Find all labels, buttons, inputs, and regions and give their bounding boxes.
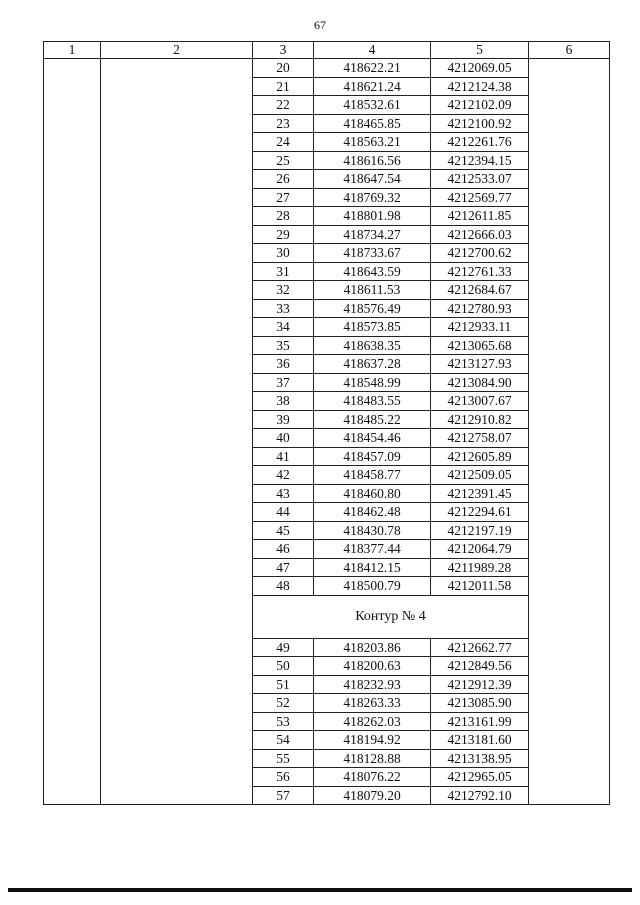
x-coordinate-cell: 418232.93 bbox=[314, 675, 431, 694]
point-number-cell: 54 bbox=[253, 731, 314, 750]
x-coordinate-cell: 418485.22 bbox=[314, 410, 431, 429]
y-coordinate-cell: 4212102.09 bbox=[431, 96, 529, 115]
header-cell-6: 6 bbox=[529, 42, 610, 59]
y-coordinate-cell: 4213084.90 bbox=[431, 373, 529, 392]
x-coordinate-cell: 418611.53 bbox=[314, 281, 431, 300]
point-number-cell: 36 bbox=[253, 355, 314, 374]
x-coordinate-cell: 418454.46 bbox=[314, 429, 431, 448]
y-coordinate-cell: 4212605.89 bbox=[431, 447, 529, 466]
point-number-cell: 35 bbox=[253, 336, 314, 355]
point-number-cell: 44 bbox=[253, 503, 314, 522]
point-number-cell: 34 bbox=[253, 318, 314, 337]
y-coordinate-cell: 4212197.19 bbox=[431, 521, 529, 540]
y-coordinate-cell: 4212261.76 bbox=[431, 133, 529, 152]
point-number-cell: 57 bbox=[253, 786, 314, 805]
point-number-cell: 27 bbox=[253, 188, 314, 207]
point-number-cell: 48 bbox=[253, 577, 314, 596]
x-coordinate-cell: 418462.48 bbox=[314, 503, 431, 522]
contour-label: Контур № 4 bbox=[253, 595, 529, 638]
header-cell-3: 3 bbox=[253, 42, 314, 59]
x-coordinate-cell: 418412.15 bbox=[314, 558, 431, 577]
y-coordinate-cell: 4212933.11 bbox=[431, 318, 529, 337]
x-coordinate-cell: 418128.88 bbox=[314, 749, 431, 768]
x-coordinate-cell: 418483.55 bbox=[314, 392, 431, 411]
y-coordinate-cell: 4212124.38 bbox=[431, 77, 529, 96]
y-coordinate-cell: 4212912.39 bbox=[431, 675, 529, 694]
point-number-cell: 56 bbox=[253, 768, 314, 787]
point-number-cell: 52 bbox=[253, 694, 314, 713]
x-coordinate-cell: 418643.59 bbox=[314, 262, 431, 281]
y-coordinate-cell: 4212666.03 bbox=[431, 225, 529, 244]
point-number-cell: 51 bbox=[253, 675, 314, 694]
y-coordinate-cell: 4212294.61 bbox=[431, 503, 529, 522]
x-coordinate-cell: 418457.09 bbox=[314, 447, 431, 466]
y-coordinate-cell: 4213085.90 bbox=[431, 694, 529, 713]
table-body bbox=[44, 42, 610, 805]
x-coordinate-cell: 418200.63 bbox=[314, 657, 431, 676]
page-number: 67 bbox=[314, 18, 326, 32]
y-coordinate-cell: 4212761.33 bbox=[431, 262, 529, 281]
point-number-cell: 45 bbox=[253, 521, 314, 540]
x-coordinate-cell: 418548.99 bbox=[314, 373, 431, 392]
x-coordinate-cell: 418532.61 bbox=[314, 96, 431, 115]
x-coordinate-cell: 418194.92 bbox=[314, 731, 431, 750]
y-coordinate-cell: 4212611.85 bbox=[431, 207, 529, 226]
point-number-cell: 37 bbox=[253, 373, 314, 392]
point-number-cell: 29 bbox=[253, 225, 314, 244]
y-coordinate-cell: 4212391.45 bbox=[431, 484, 529, 503]
y-coordinate-cell: 4212792.10 bbox=[431, 786, 529, 805]
x-coordinate-cell: 418500.79 bbox=[314, 577, 431, 596]
y-coordinate-cell: 4212662.77 bbox=[431, 638, 529, 657]
point-number-cell: 23 bbox=[253, 114, 314, 133]
y-coordinate-cell: 4213181.60 bbox=[431, 731, 529, 750]
x-coordinate-cell: 418263.33 bbox=[314, 694, 431, 713]
y-coordinate-cell: 4213161.99 bbox=[431, 712, 529, 731]
y-coordinate-cell: 4213127.93 bbox=[431, 355, 529, 374]
x-coordinate-cell: 418430.78 bbox=[314, 521, 431, 540]
column-1-blank bbox=[44, 59, 101, 805]
point-number-cell: 22 bbox=[253, 96, 314, 115]
x-coordinate-cell: 418079.20 bbox=[314, 786, 431, 805]
point-number-cell: 20 bbox=[253, 59, 314, 78]
y-coordinate-cell: 4213007.67 bbox=[431, 392, 529, 411]
y-coordinate-cell: 4212758.07 bbox=[431, 429, 529, 448]
header-row bbox=[44, 42, 610, 59]
point-number-cell: 40 bbox=[253, 429, 314, 448]
point-number-cell: 38 bbox=[253, 392, 314, 411]
x-coordinate-cell: 418734.27 bbox=[314, 225, 431, 244]
y-coordinate-cell: 4212910.82 bbox=[431, 410, 529, 429]
y-coordinate-cell: 4212569.77 bbox=[431, 188, 529, 207]
x-coordinate-cell: 418576.49 bbox=[314, 299, 431, 318]
header-cell-4: 4 bbox=[314, 42, 431, 59]
y-coordinate-cell: 4212700.62 bbox=[431, 244, 529, 263]
point-number-cell: 30 bbox=[253, 244, 314, 263]
point-number-cell: 50 bbox=[253, 657, 314, 676]
y-coordinate-cell: 4212965.05 bbox=[431, 768, 529, 787]
x-coordinate-cell: 418460.80 bbox=[314, 484, 431, 503]
y-coordinate-cell: 4212100.92 bbox=[431, 114, 529, 133]
x-coordinate-cell: 418076.22 bbox=[314, 768, 431, 787]
point-number-cell: 46 bbox=[253, 540, 314, 559]
y-coordinate-cell: 4212394.15 bbox=[431, 151, 529, 170]
point-number-cell: 55 bbox=[253, 749, 314, 768]
point-number-cell: 43 bbox=[253, 484, 314, 503]
point-number-cell: 47 bbox=[253, 558, 314, 577]
point-number-cell: 31 bbox=[253, 262, 314, 281]
y-coordinate-cell: 4212069.05 bbox=[431, 59, 529, 78]
point-number-cell: 41 bbox=[253, 447, 314, 466]
y-coordinate-cell: 4212011.58 bbox=[431, 577, 529, 596]
x-coordinate-cell: 418262.03 bbox=[314, 712, 431, 731]
header-cell-5: 5 bbox=[431, 42, 529, 59]
x-coordinate-cell: 418465.85 bbox=[314, 114, 431, 133]
x-coordinate-cell: 418616.56 bbox=[314, 151, 431, 170]
x-coordinate-cell: 418769.32 bbox=[314, 188, 431, 207]
x-coordinate-cell: 418733.67 bbox=[314, 244, 431, 263]
point-number-cell: 28 bbox=[253, 207, 314, 226]
y-coordinate-cell: 4211989.28 bbox=[431, 558, 529, 577]
point-number-cell: 26 bbox=[253, 170, 314, 189]
y-coordinate-cell: 4212780.93 bbox=[431, 299, 529, 318]
column-6-blank bbox=[529, 59, 610, 805]
y-coordinate-cell: 4213138.95 bbox=[431, 749, 529, 768]
coordinates-table bbox=[43, 41, 610, 805]
x-coordinate-cell: 418573.85 bbox=[314, 318, 431, 337]
y-coordinate-cell: 4212064.79 bbox=[431, 540, 529, 559]
x-coordinate-cell: 418377.44 bbox=[314, 540, 431, 559]
y-coordinate-cell: 4213065.68 bbox=[431, 336, 529, 355]
x-coordinate-cell: 418647.54 bbox=[314, 170, 431, 189]
table-row bbox=[44, 59, 610, 78]
x-coordinate-cell: 418638.35 bbox=[314, 336, 431, 355]
point-number-cell: 42 bbox=[253, 466, 314, 485]
point-number-cell: 25 bbox=[253, 151, 314, 170]
header-cell-2: 2 bbox=[101, 42, 253, 59]
x-coordinate-cell: 418622.21 bbox=[314, 59, 431, 78]
y-coordinate-cell: 4212509.05 bbox=[431, 466, 529, 485]
point-number-cell: 24 bbox=[253, 133, 314, 152]
x-coordinate-cell: 418203.86 bbox=[314, 638, 431, 657]
x-coordinate-cell: 418621.24 bbox=[314, 77, 431, 96]
x-coordinate-cell: 418801.98 bbox=[314, 207, 431, 226]
y-coordinate-cell: 4212684.67 bbox=[431, 281, 529, 300]
point-number-cell: 39 bbox=[253, 410, 314, 429]
footer-rule bbox=[8, 888, 632, 892]
point-number-cell: 33 bbox=[253, 299, 314, 318]
column-2-blank bbox=[101, 59, 253, 805]
x-coordinate-cell: 418563.21 bbox=[314, 133, 431, 152]
point-number-cell: 21 bbox=[253, 77, 314, 96]
y-coordinate-cell: 4212849.56 bbox=[431, 657, 529, 676]
x-coordinate-cell: 418637.28 bbox=[314, 355, 431, 374]
x-coordinate-cell: 418458.77 bbox=[314, 466, 431, 485]
point-number-cell: 53 bbox=[253, 712, 314, 731]
point-number-cell: 32 bbox=[253, 281, 314, 300]
point-number-cell: 49 bbox=[253, 638, 314, 657]
y-coordinate-cell: 4212533.07 bbox=[431, 170, 529, 189]
header-cell-1: 1 bbox=[44, 42, 101, 59]
